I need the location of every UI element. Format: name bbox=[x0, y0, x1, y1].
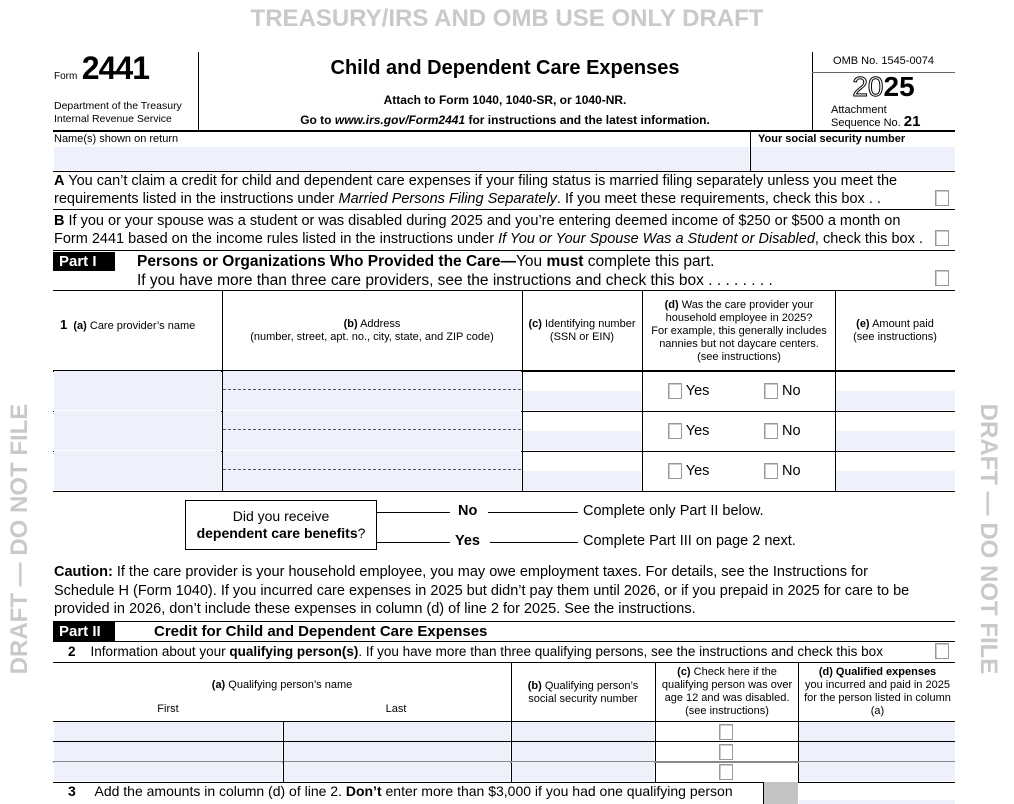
provider-name-input[interactable] bbox=[54, 371, 221, 410]
amount-paid-input[interactable] bbox=[836, 471, 955, 490]
irs-link[interactable]: www.irs.gov/Form2441 bbox=[334, 113, 466, 127]
line-b-text1: B If you or your spouse was a student or was disabled during 2025 and you’re entering deemed income of $250 or $500 a month on bbox=[54, 213, 901, 229]
part2-title: Credit for Child and Dependent Care Expenses bbox=[154, 623, 488, 640]
caution-line2: Schedule H (Form 1040). If you incurred care expenses in 2025 but didn’t pay them until 2026, or if you prepaid in 2025 for care to be bbox=[54, 583, 910, 599]
part1-label: Part I bbox=[53, 252, 115, 271]
provider-name-input[interactable] bbox=[54, 451, 221, 490]
more-persons-checkbox[interactable] bbox=[935, 643, 949, 659]
person-ssn-input[interactable] bbox=[512, 722, 654, 741]
household-employee-no-checkbox[interactable] bbox=[764, 463, 778, 479]
no-label: No bbox=[782, 383, 801, 399]
provider-id-input[interactable] bbox=[523, 471, 641, 490]
form-word: Form bbox=[54, 71, 78, 82]
draft-watermark-right: DRAFT — DO NOT FILE bbox=[975, 403, 1002, 675]
col-2c-header: (c) Check here if the qualifying person was over age 12 and was disabled. (see instructions) bbox=[661, 666, 793, 717]
tax-year: 2025 bbox=[852, 71, 915, 102]
dept-treasury: Department of the Treasury bbox=[54, 100, 182, 112]
irs: Internal Revenue Service bbox=[54, 113, 172, 125]
line3-text: 3 Add the amounts in column (d) of line 2. Don’t enter more than $3,000 if you had one qualifying person bbox=[68, 783, 733, 799]
name-input[interactable] bbox=[54, 147, 749, 170]
household-employee-no-checkbox[interactable] bbox=[764, 383, 778, 399]
over-12-disabled-checkbox[interactable] bbox=[719, 744, 733, 760]
last-name-header: Last bbox=[385, 703, 407, 715]
part1-title: Persons or Organizations Who Provided the Care—You must complete this part. bbox=[137, 253, 715, 270]
person-ssn-input[interactable] bbox=[512, 762, 654, 781]
line-b-text2: Form 2441 based on the income rules listed in the instructions under If You or Your Spouse Was a Student or Disabled, check this box . bbox=[54, 231, 923, 247]
attach-note: Attach to Form 1040, 1040-SR, or 1040-NR. bbox=[383, 93, 627, 107]
provider-address-input[interactable] bbox=[223, 451, 521, 490]
household-employee-yes-checkbox[interactable] bbox=[668, 463, 682, 479]
over-12-disabled-checkbox[interactable] bbox=[719, 724, 733, 740]
attachment-sequence: Attachment Sequence No. 21 bbox=[831, 104, 921, 130]
flow-no-result: Complete only Part II below. bbox=[583, 503, 764, 519]
col-1b-header: (b) Address (number, street, apt. no., city, state, and ZIP code) bbox=[250, 318, 494, 343]
ssn-label: Your social security number bbox=[758, 133, 906, 145]
part1-more-providers: If you have more than three care providers, see the instructions and check this box . . . . . . . . bbox=[137, 272, 773, 289]
benefits-question: Did you receive dependent care benefits? bbox=[185, 500, 377, 550]
col-1c-header: (c) Identifying number (SSN or EIN) bbox=[528, 318, 636, 343]
more-providers-checkbox[interactable] bbox=[935, 270, 949, 286]
name-label: Name(s) shown on return bbox=[54, 133, 179, 145]
qualified-expenses-input[interactable] bbox=[799, 742, 955, 761]
household-employee-yes-checkbox[interactable] bbox=[668, 383, 682, 399]
first-name-input[interactable] bbox=[54, 742, 282, 761]
draft-watermark-top: TREASURY/IRS AND OMB USE ONLY DRAFT bbox=[250, 5, 764, 32]
last-name-input[interactable] bbox=[284, 742, 510, 761]
provider-id-input[interactable] bbox=[523, 431, 641, 450]
line3-shaded-box bbox=[763, 782, 798, 804]
provider-address-input[interactable] bbox=[223, 371, 521, 410]
last-name-input[interactable] bbox=[284, 722, 510, 741]
col-2b-header: (b) Qualifying person’s social security number bbox=[527, 680, 639, 705]
yes-label: Yes bbox=[685, 423, 710, 439]
form-title: Child and Dependent Care Expenses bbox=[330, 57, 680, 79]
person-ssn-input[interactable] bbox=[512, 742, 654, 761]
first-name-input[interactable] bbox=[54, 722, 282, 741]
agency bbox=[54, 100, 182, 126]
form-number-block bbox=[54, 50, 149, 87]
part2-label: Part II bbox=[53, 622, 115, 641]
col-1d-header: (d) Was the care provider your household employee in 2025? For example, this generally includes nannies but not daycare centers. (see instructions) bbox=[651, 299, 827, 363]
col-2a-header: (a) Qualifying person’s name bbox=[211, 679, 353, 691]
amount-paid-input[interactable] bbox=[836, 391, 955, 410]
flow-no: No bbox=[458, 503, 478, 519]
form-number: 2441 bbox=[81, 50, 149, 86]
household-employee-yes-checkbox[interactable] bbox=[668, 423, 682, 439]
line-a-text2: requirements listed in the instructions under Married Persons Filing Separately. If you meet these requirements, check this box . . bbox=[54, 191, 881, 207]
col-2d-header: (d) Qualified expenses you incurred and paid in 2025 for the person listed in column (a) bbox=[804, 666, 951, 717]
goto-note: Go to www.irs.gov/Form2441 for instructions and the latest information. bbox=[300, 113, 710, 127]
caution-line3: provided in 2026, don’t include these expenses in column (d) of line 2 for 2025. See the instructions. bbox=[54, 601, 696, 617]
omb-number: OMB No. 1545-0074 bbox=[833, 55, 934, 67]
line-a-text1: A You can’t claim a credit for child and dependent care expenses if your filing status is married filing separately unless you meet the bbox=[54, 173, 898, 189]
qualified-expenses-input[interactable] bbox=[799, 762, 955, 781]
household-employee-no-checkbox[interactable] bbox=[764, 423, 778, 439]
last-name-input[interactable] bbox=[284, 762, 510, 781]
flow-yes-result: Complete Part III on page 2 next. bbox=[583, 533, 796, 549]
first-name-header: First bbox=[157, 703, 179, 715]
col-1a-header: 1 (a) Care provider’s name bbox=[60, 317, 196, 332]
no-label: No bbox=[782, 463, 801, 479]
col-1e-header: (e) Amount paid (see instructions) bbox=[853, 318, 937, 343]
line2-text: 2 Information about your qualifying person(s). If you have more than three qualifying persons, see the instructions and check this box bbox=[68, 644, 883, 659]
first-name-input[interactable] bbox=[54, 762, 282, 781]
provider-address-input[interactable] bbox=[223, 411, 521, 450]
flow-yes: Yes bbox=[455, 533, 480, 549]
yes-label: Yes bbox=[685, 463, 710, 479]
yes-label: Yes bbox=[685, 383, 710, 399]
provider-id-input[interactable] bbox=[523, 391, 641, 410]
amount-paid-input[interactable] bbox=[836, 431, 955, 450]
line-b-checkbox[interactable] bbox=[935, 230, 949, 246]
draft-watermark-left: DRAFT — DO NOT FILE bbox=[6, 403, 33, 675]
qualified-expenses-input[interactable] bbox=[799, 722, 955, 741]
caution-line1: Caution: If the care provider is your household employee, you may owe employment taxes. For details, see the Instructions for bbox=[54, 564, 868, 580]
line3-amount-input[interactable] bbox=[799, 800, 955, 804]
provider-name-input[interactable] bbox=[54, 411, 221, 450]
line-a-checkbox[interactable] bbox=[935, 190, 949, 206]
ssn-input[interactable] bbox=[751, 147, 955, 170]
no-label: No bbox=[782, 423, 801, 439]
over-12-disabled-checkbox[interactable] bbox=[719, 764, 733, 780]
